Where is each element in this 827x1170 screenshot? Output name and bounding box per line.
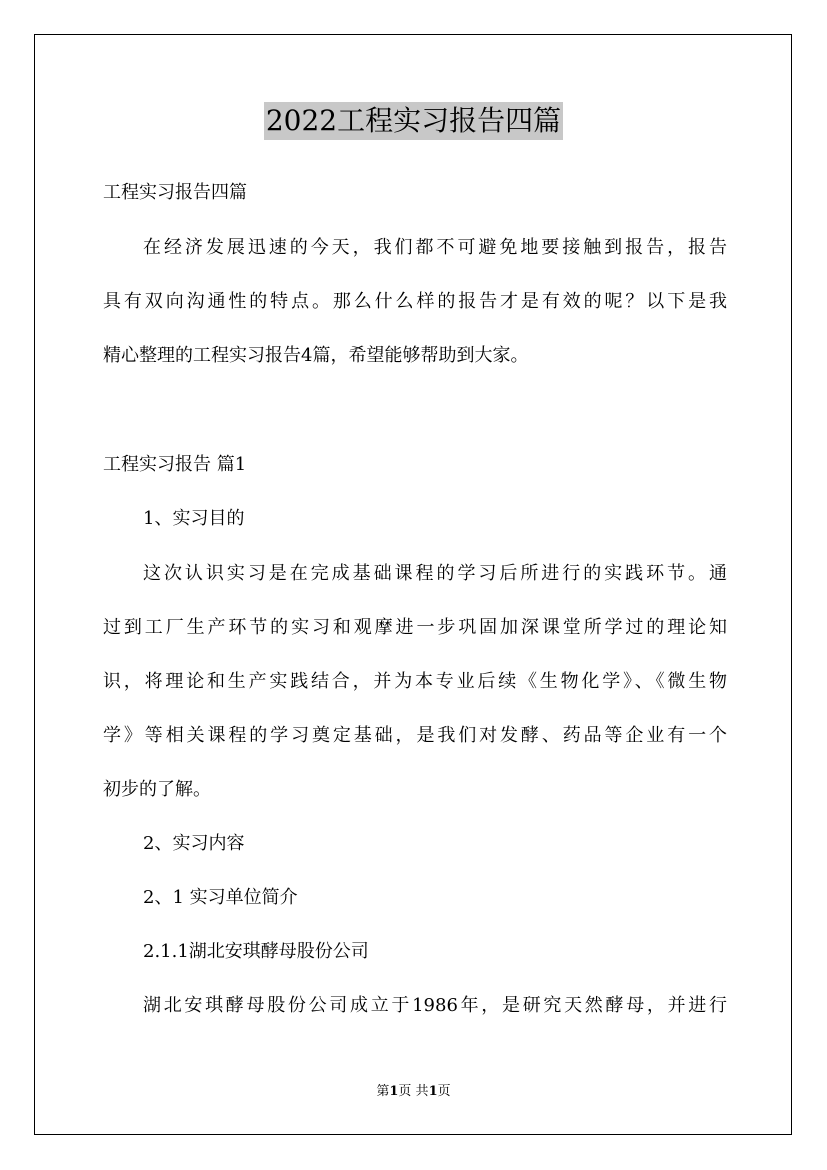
purpose-line-5: 初步的了解。 (103, 779, 211, 800)
document-title: 2022工程实习报告四篇 (264, 102, 563, 140)
section-heading: 工程实习报告 篇1 (103, 454, 247, 475)
intro-line-2: 具有双向沟通性的特点。那么什么样的报告才是有效的呢？以下是我 (103, 291, 727, 312)
item-1-heading: 1、实习目的 (143, 508, 245, 529)
item-2-heading: 2、实习内容 (143, 833, 245, 854)
purpose-line-4: 学》等相关课程的学习奠定基础，是我们对发酵、药品等企业有一个 (103, 725, 727, 746)
company-intro-line: 湖北安琪酵母股份公司成立于1986年，是研究天然酵母，并进行 (143, 995, 727, 1016)
purpose-line-2: 过到工厂生产环节的实习和观摩进一步巩固加深课堂所学过的理论知 (103, 617, 727, 638)
footer-prefix: 第 (376, 1084, 390, 1099)
page-footer (0, 1083, 827, 1101)
footer-suffix: 页 (437, 1084, 451, 1099)
document-subtitle: 工程实习报告四篇 (103, 182, 247, 203)
item-2-1-1-heading: 2.1.1湖北安琪酵母股份公司 (143, 941, 369, 962)
item-2-1-heading: 2、1 实习单位简介 (143, 887, 298, 908)
footer-mid: 页 共 (398, 1084, 429, 1099)
title-container (0, 102, 827, 140)
footer-page-number: 1 (389, 1084, 399, 1099)
purpose-line-3: 识，将理论和生产实践结合，并为本专业后续《生物化学》、《微生物 (103, 671, 727, 692)
purpose-line-1: 这次认识实习是在完成基础课程的学习后所进行的实践环节。通 (143, 563, 727, 584)
intro-line-3: 精心整理的工程实习报告4篇，希望能够帮助到大家。 (103, 345, 529, 366)
footer-total-pages: 1 (428, 1084, 438, 1099)
intro-line-1: 在经济发展迅速的今天，我们都不可避免地要接触到报告，报告 (143, 237, 727, 258)
